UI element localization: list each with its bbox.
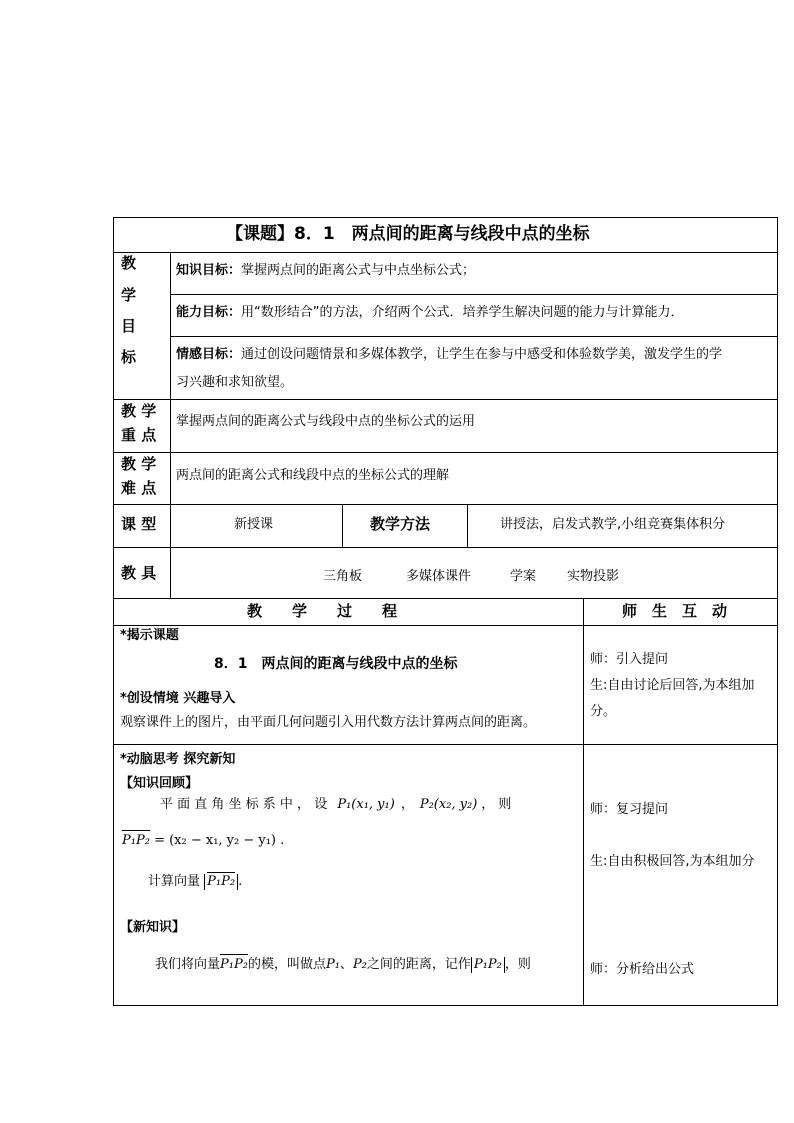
teaching-method-value: 讲授法，启发式教学,小组竞赛集体积分 <box>500 517 726 532</box>
review-text-prefix: 平 面 直 角 坐 标 系 中 ， 设 <box>160 797 328 812</box>
teacher-interaction: 师：引入提问 <box>590 652 669 667</box>
key-points-label: 教 学 <box>121 402 157 420</box>
student-review-interaction: 生:自由积极回答,为本组加分 <box>590 854 755 869</box>
lesson-type-value: 新授课 <box>234 517 274 532</box>
objectives-label-char: 学 <box>121 286 137 304</box>
emotion-objective-text: 通过创设问题情景和多媒体教学，让学生在参与中感受和体验数学美，激发学生的学 <box>241 347 723 362</box>
difficulty-text: 两点间的距离公式和线段中点的坐标公式的理解 <box>176 468 450 483</box>
student-interaction-continued: 分。 <box>590 704 617 719</box>
vector-components: = (x₂ − x₁, y₂ − y₁) . <box>154 833 285 848</box>
lesson-type-label: 课 型 <box>121 515 157 533</box>
teaching-aid-item: 学案 <box>510 569 537 584</box>
objectives-label-char: 教 <box>121 254 137 272</box>
key-points-label: 重 点 <box>121 426 157 444</box>
difficulty-label: 教 学 <box>121 455 157 473</box>
ability-objective-label: 能力目标： <box>176 305 242 320</box>
objective-divider <box>170 336 778 337</box>
new-text-part-3: 、 <box>339 957 353 972</box>
knowledge-objective-text: 掌握两点间的距离公式与中点坐标公式； <box>241 263 476 278</box>
vector-magnitude <box>204 874 238 890</box>
knowledge-objective <box>176 262 475 280</box>
compute-vector-line: 计算向量 P₁P₂ . <box>148 874 243 889</box>
teacher-review-interaction: 师：复习提问 <box>590 802 669 817</box>
teaching-aids-label: 教 具 <box>121 564 157 582</box>
row-line <box>113 598 778 599</box>
row-line <box>113 504 778 505</box>
table-border-bottom <box>113 1005 778 1006</box>
new-text-part-1: 我们将向量 <box>155 957 221 972</box>
row-line <box>113 547 778 548</box>
teaching-method-label: 教学方法 <box>370 515 431 533</box>
vector-p1p2-in-magnitude: P₁P₂ <box>207 874 236 889</box>
table-border-top <box>113 217 778 218</box>
new-knowledge-heading: 【新知识】 <box>120 920 186 935</box>
label-column-line <box>170 252 171 599</box>
objectives-label-char: 标 <box>121 348 137 366</box>
new-text-part-5: ，则 <box>504 957 531 972</box>
point-p1-coords: P₁(x₁, y₁) <box>337 797 395 812</box>
review-text-line <box>160 796 511 814</box>
table-border-left <box>113 217 114 1006</box>
reveal-topic-heading: *揭示课题 <box>120 628 179 643</box>
row-line <box>113 252 778 253</box>
vector-p1p2: P₁P₂ <box>122 833 150 848</box>
difficulty-label: 难 点 <box>121 479 157 497</box>
new-text-part-2: 的模，叫做点 <box>247 957 326 972</box>
process-header-left: 教 学 过 程 <box>247 602 398 620</box>
lesson-type-divider <box>342 504 343 548</box>
teacher-formula-interaction: 师：分析给出公式 <box>590 962 695 977</box>
objectives-label-char: 目 <box>121 317 137 335</box>
row-line <box>113 452 778 453</box>
compute-vector-text: 计算向量 <box>148 874 201 889</box>
explore-heading: *动脑思考 探究新知 <box>120 752 236 767</box>
new-text-part-4: 之间的距离，记作 <box>366 957 471 972</box>
emotion-objective <box>176 346 722 364</box>
distance-p1p2: P₁P₂ <box>473 957 502 972</box>
new-knowledge-text <box>155 956 531 974</box>
create-scene-text: 观察课件上的图片，由平面几何问题引入用代数方法计算两点间的距离。 <box>120 715 537 730</box>
vector-p1p2-new: P₁P₂ <box>220 957 248 972</box>
knowledge-objective-label: 知识目标： <box>176 263 242 278</box>
review-heading: 【知识回顾】 <box>120 776 199 791</box>
create-scene-heading: *创设情境 兴趣导入 <box>120 691 236 706</box>
section-subtitle: 8．1 两点间的距离与线段中点的坐标 <box>214 656 458 672</box>
process-column-line <box>583 598 584 1006</box>
student-interaction: 生:自由讨论后回答,为本组加 <box>590 678 755 693</box>
teaching-aid-item: 三角板 <box>323 569 363 584</box>
review-text-suffix: ， 则 <box>481 797 512 812</box>
emotion-objective-label: 情感目标： <box>176 347 242 362</box>
page-title: 【课题】8．1 两点间的距离与线段中点的坐标 <box>226 224 590 244</box>
point-p1: P₁ <box>325 957 340 972</box>
point-p2-coords: P₂(x₂, y₂) <box>419 797 478 812</box>
vector-equation <box>122 832 284 850</box>
teaching-aid-item: 多媒体课件 <box>406 569 472 584</box>
process-header-right: 师 生 互 动 <box>622 602 728 620</box>
distance-magnitude <box>471 957 505 973</box>
ability-objective <box>176 304 684 322</box>
ability-objective-text: 用“数形结合”的方法，介绍两个公式．培养学生解决问题的能力与计算能力． <box>241 305 684 320</box>
key-points-text: 掌握两点间的距离公式与线段中点的坐标公式的运用 <box>176 414 476 429</box>
objective-divider <box>170 294 778 295</box>
emotion-objective-continued: 习兴趣和求知欲望。 <box>176 375 294 390</box>
teaching-aid-item: 实物投影 <box>567 569 620 584</box>
row-line <box>113 744 778 745</box>
review-text-separator: ， <box>400 797 414 812</box>
row-line <box>113 625 778 626</box>
lesson-type-divider <box>467 504 468 548</box>
row-line <box>113 399 778 400</box>
point-p2: P₂ <box>352 957 367 972</box>
